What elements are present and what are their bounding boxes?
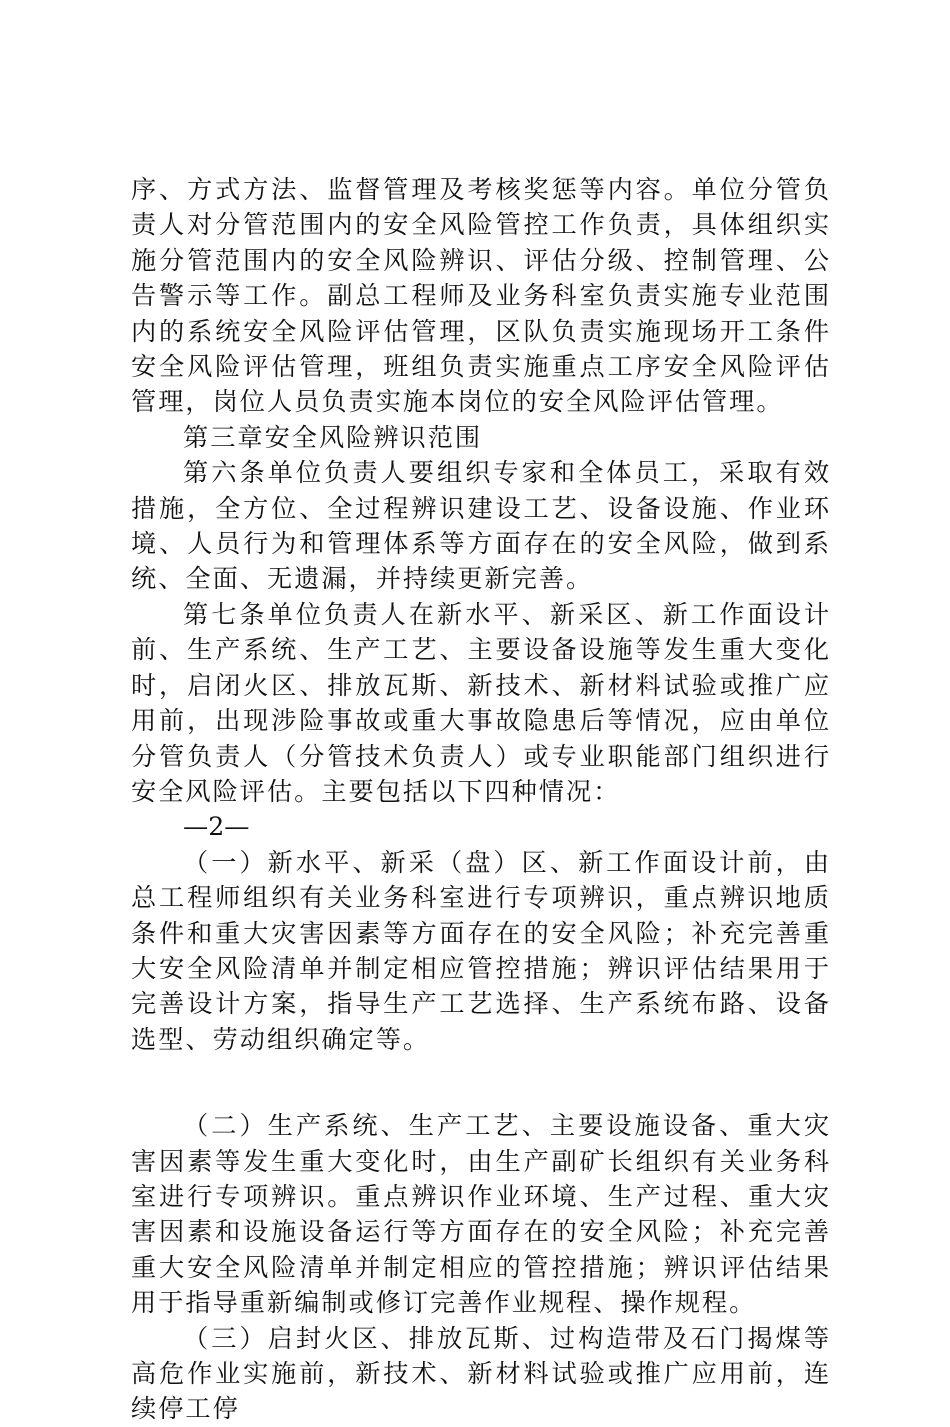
page-number: —2— bbox=[183, 812, 250, 842]
paragraph-spacer bbox=[131, 1057, 831, 1108]
chapter-heading: 第三章安全风险辨识范围 bbox=[183, 422, 483, 452]
article-7-paragraph: 第七条单位负责人在新水平、新采区、新工作面设计前、生产系统、生产工艺、主要设备设施等发生重大变化时，启闭火区、排放瓦斯、新技术、新材料试验或推广应用前，出现涉险事故或重大事故隐患后等情况，应由单位分管负责人（分管技术负责人）或专业职能部门组织进行安全风险评估。主要包括以下四种情况： bbox=[131, 599, 831, 806]
case-1-paragraph: （一）新水平、新采（盘）区、新工作面设计前，由总工程师组织有关业务科室进行专项辨识，重点辨识地质条件和重大灾害因素等方面存在的安全风险；补充完善重大安全风险清单并制定相应管控措施；辨识评估结果用于完善设计方案，指导生产工艺选择、生产系统布路、设备选型、劳动组织确定等。 bbox=[131, 847, 831, 1054]
document-page bbox=[131, 172, 831, 1427]
paragraph-responsibilities: 序、方式方法、监督管理及考核奖惩等内容。单位分管负责人对分管范围内的安全风险管控工作负责，具体组织实施分管范围内的安全风险辨识、评估分级、控制管理、公告警示等工作。副总工程师及业务科室负责实施专业范围内的系统安全风险评估管理，区队负责实施现场开工条件安全风险评估管理，班组负责实施重点工序安全风险评估管理，岗位人员负责实施本岗位的安全风险评估管理。 bbox=[131, 175, 831, 417]
article-6-paragraph: 第六条单位负责人要组织专家和全体员工，采取有效措施，全方位、全过程辨识建设工艺、设备设施、作业环境、人员行为和管理体系等方面存在的安全风险，做到系统、全面、无遗漏，并持续更新完善。 bbox=[131, 458, 831, 594]
case-2-paragraph: （二）生产系统、生产工艺、主要设施设备、重大灾害因素等发生重大变化时，由生产副矿长组织有关业务科室进行专项辨识。重点辨识作业环境、生产过程、重大灾害因素和设施设备运行等方面存在的安全风险；补充完善重大安全风险清单并制定相应的管控措施；辨识评估结果用于指导重新编制或修订完善作业规程、操作规程。 bbox=[131, 1111, 831, 1318]
case-3-paragraph: （三）启封火区、排放瓦斯、过构造带及石门揭煤等高危作业实施前，新技术、新材料试验或推广应用前，连续停工停 bbox=[131, 1323, 831, 1424]
